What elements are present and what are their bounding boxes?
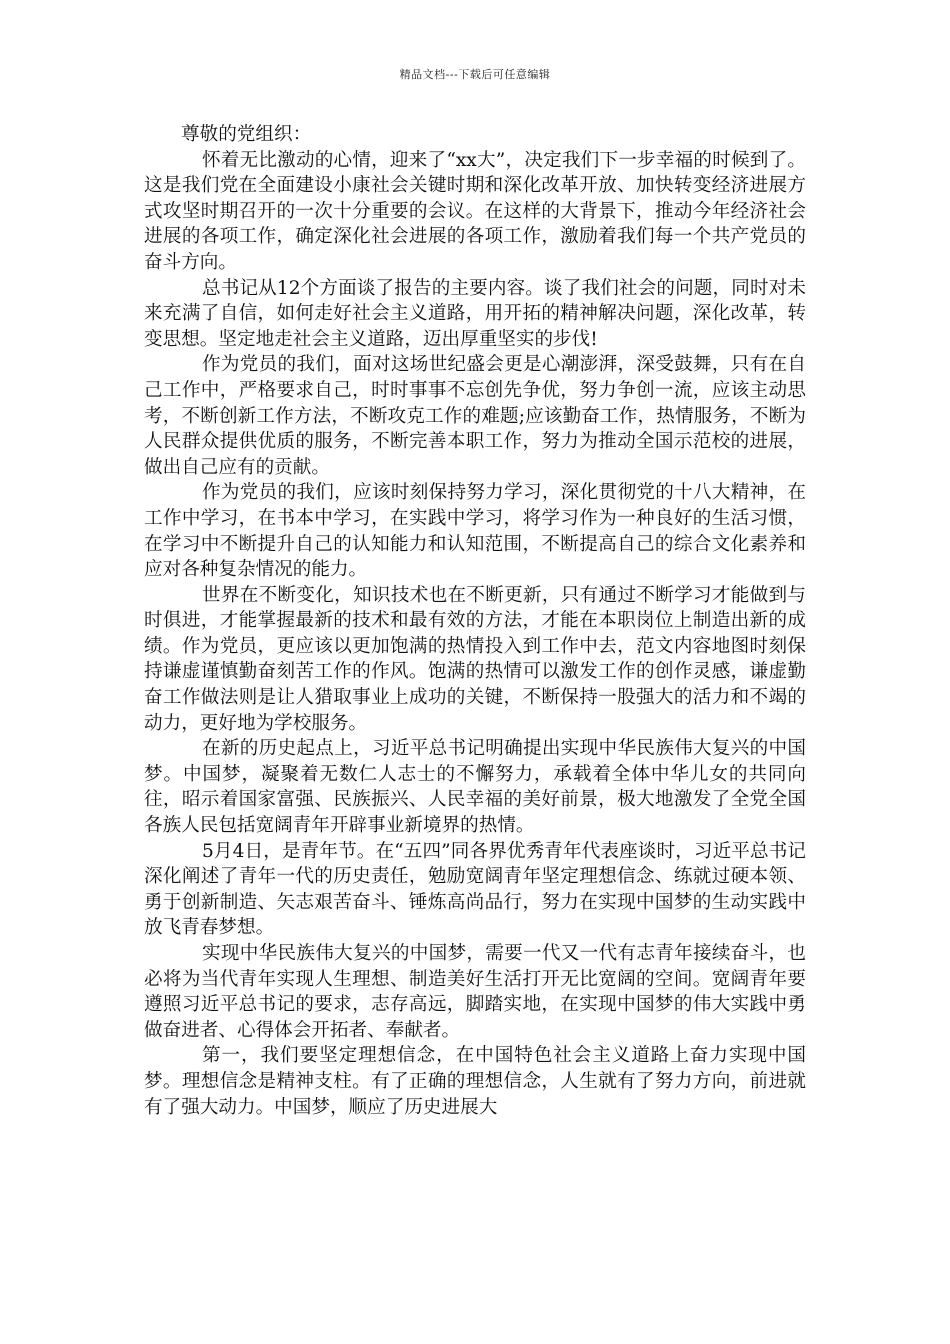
paragraph-5: 世界在不断变化，知识技术也在不断更新，只有通过不断学习才能做到与时俱进，才能掌握最新的技术和最有效的方法，才能在本职岗位上制造出新的成绩。作为党员，更应该以更加饱满的热情投入到工作中去，范文内容地图时刻保持谦虚谨慎勤奋刻苦工作的作风。饱满的热情可以激发工作的创作灵感，谦虚勤奋工作做法则是让人猎取事业上成功的关键，不断保持一股强大的活力和不竭的动力，更好地为学校服务。 <box>144 584 806 734</box>
document-body <box>144 122 806 1120</box>
salutation: 尊敬的党组织： <box>181 124 312 145</box>
paragraph-1: 怀着无比激动的心情，迎来了“xx大”，决定我们下一步幸福的时候到了。这是我们党在全面建设小康社会关键时期和深化改革开放、加快转变经济进展方式攻坚时期召开的一次十分重要的会议。在这样的大背景下，推动今年经济社会进展的各项工作，确定深化社会进展的各项工作，激励着我们每一个共产党员的奋斗方向。 <box>144 149 806 273</box>
paragraph-2: 总书记从12个方面谈了报告的主要内容。谈了我们社会的问题，同时对未来充满了自信，如何走好社会主义道路，用开拓的精神解决问题，深化改革，转变思想。坚定地走社会主义道路，迈出厚重坚实的步伐! <box>144 277 806 350</box>
paragraph-8: 实现中华民族伟大复兴的中国梦，需要一代又一代有志青年接续奋斗，也必将为当代青年实现人生理想、制造美好生活打开无比宽阔的空间。宽阔青年要遵照习近平总书记的要求，志存高远，脚踏实地，在实现中国梦的伟大实践中勇做奋进者、心得体会开拓者、奉献者。 <box>144 943 806 1041</box>
paragraph-4: 作为党员的我们，应该时刻保持努力学习，深化贯彻党的十八大精神，在工作中学习，在书本中学习，在实践中学习，将学习作为一种良好的生活习惯，在学习中不断提升自己的认知能力和认知范围，不断提高自己的综合文化素养和应对各种复杂情况的能力。 <box>144 482 806 581</box>
paragraph-3: 作为党员的我们，面对这场世纪盛会更是心潮澎湃，深受鼓舞，只有在自己工作中，严格要求自己，时时事事不忘创先争优，努力争创一流，应该主动思考，不断创新工作方法，不断攻克工作的难题;应该勤奋工作，热情服务，不断为人民群众提供优质的服务，不断完善本职工作，努力为推动全国示范校的进展，做出自己应有的贡献。 <box>144 354 806 478</box>
page-header: 精品文档---下载后可任意编辑 <box>399 68 551 81</box>
paragraph-6: 在新的历史起点上，习近平总书记明确提出实现中华民族伟大复兴的中国梦。中国梦，凝聚着无数仁人志士的不懈努力，承载着全体中华儿女的共同向往，昭示着国家富强、民族振兴、人民幸福的美好前景，极大地激发了全党全国各族人民包括宽阔青年开辟事业新境界的热情。 <box>144 738 806 837</box>
paragraph-9: 第一，我们要坚定理想信念，在中国特色社会主义道路上奋力实现中国梦。理想信念是精神支柱。有了正确的理想信念，人生就有了努力方向，前进就有了强大动力。中国梦，顺应了历史进展大 <box>144 1045 806 1118</box>
paragraph-7: 5月4日，是青年节。在“五四”同各界优秀青年代表座谈时，习近平总书记深化阐述了青年一代的历史责任，勉励宽阔青年坚定理想信念、练就过硬本领、勇于创新制造、矢志艰苦奋斗、锤炼高尚品行，努力在实现中国梦的生动实践中放飞青春梦想。 <box>144 840 806 939</box>
